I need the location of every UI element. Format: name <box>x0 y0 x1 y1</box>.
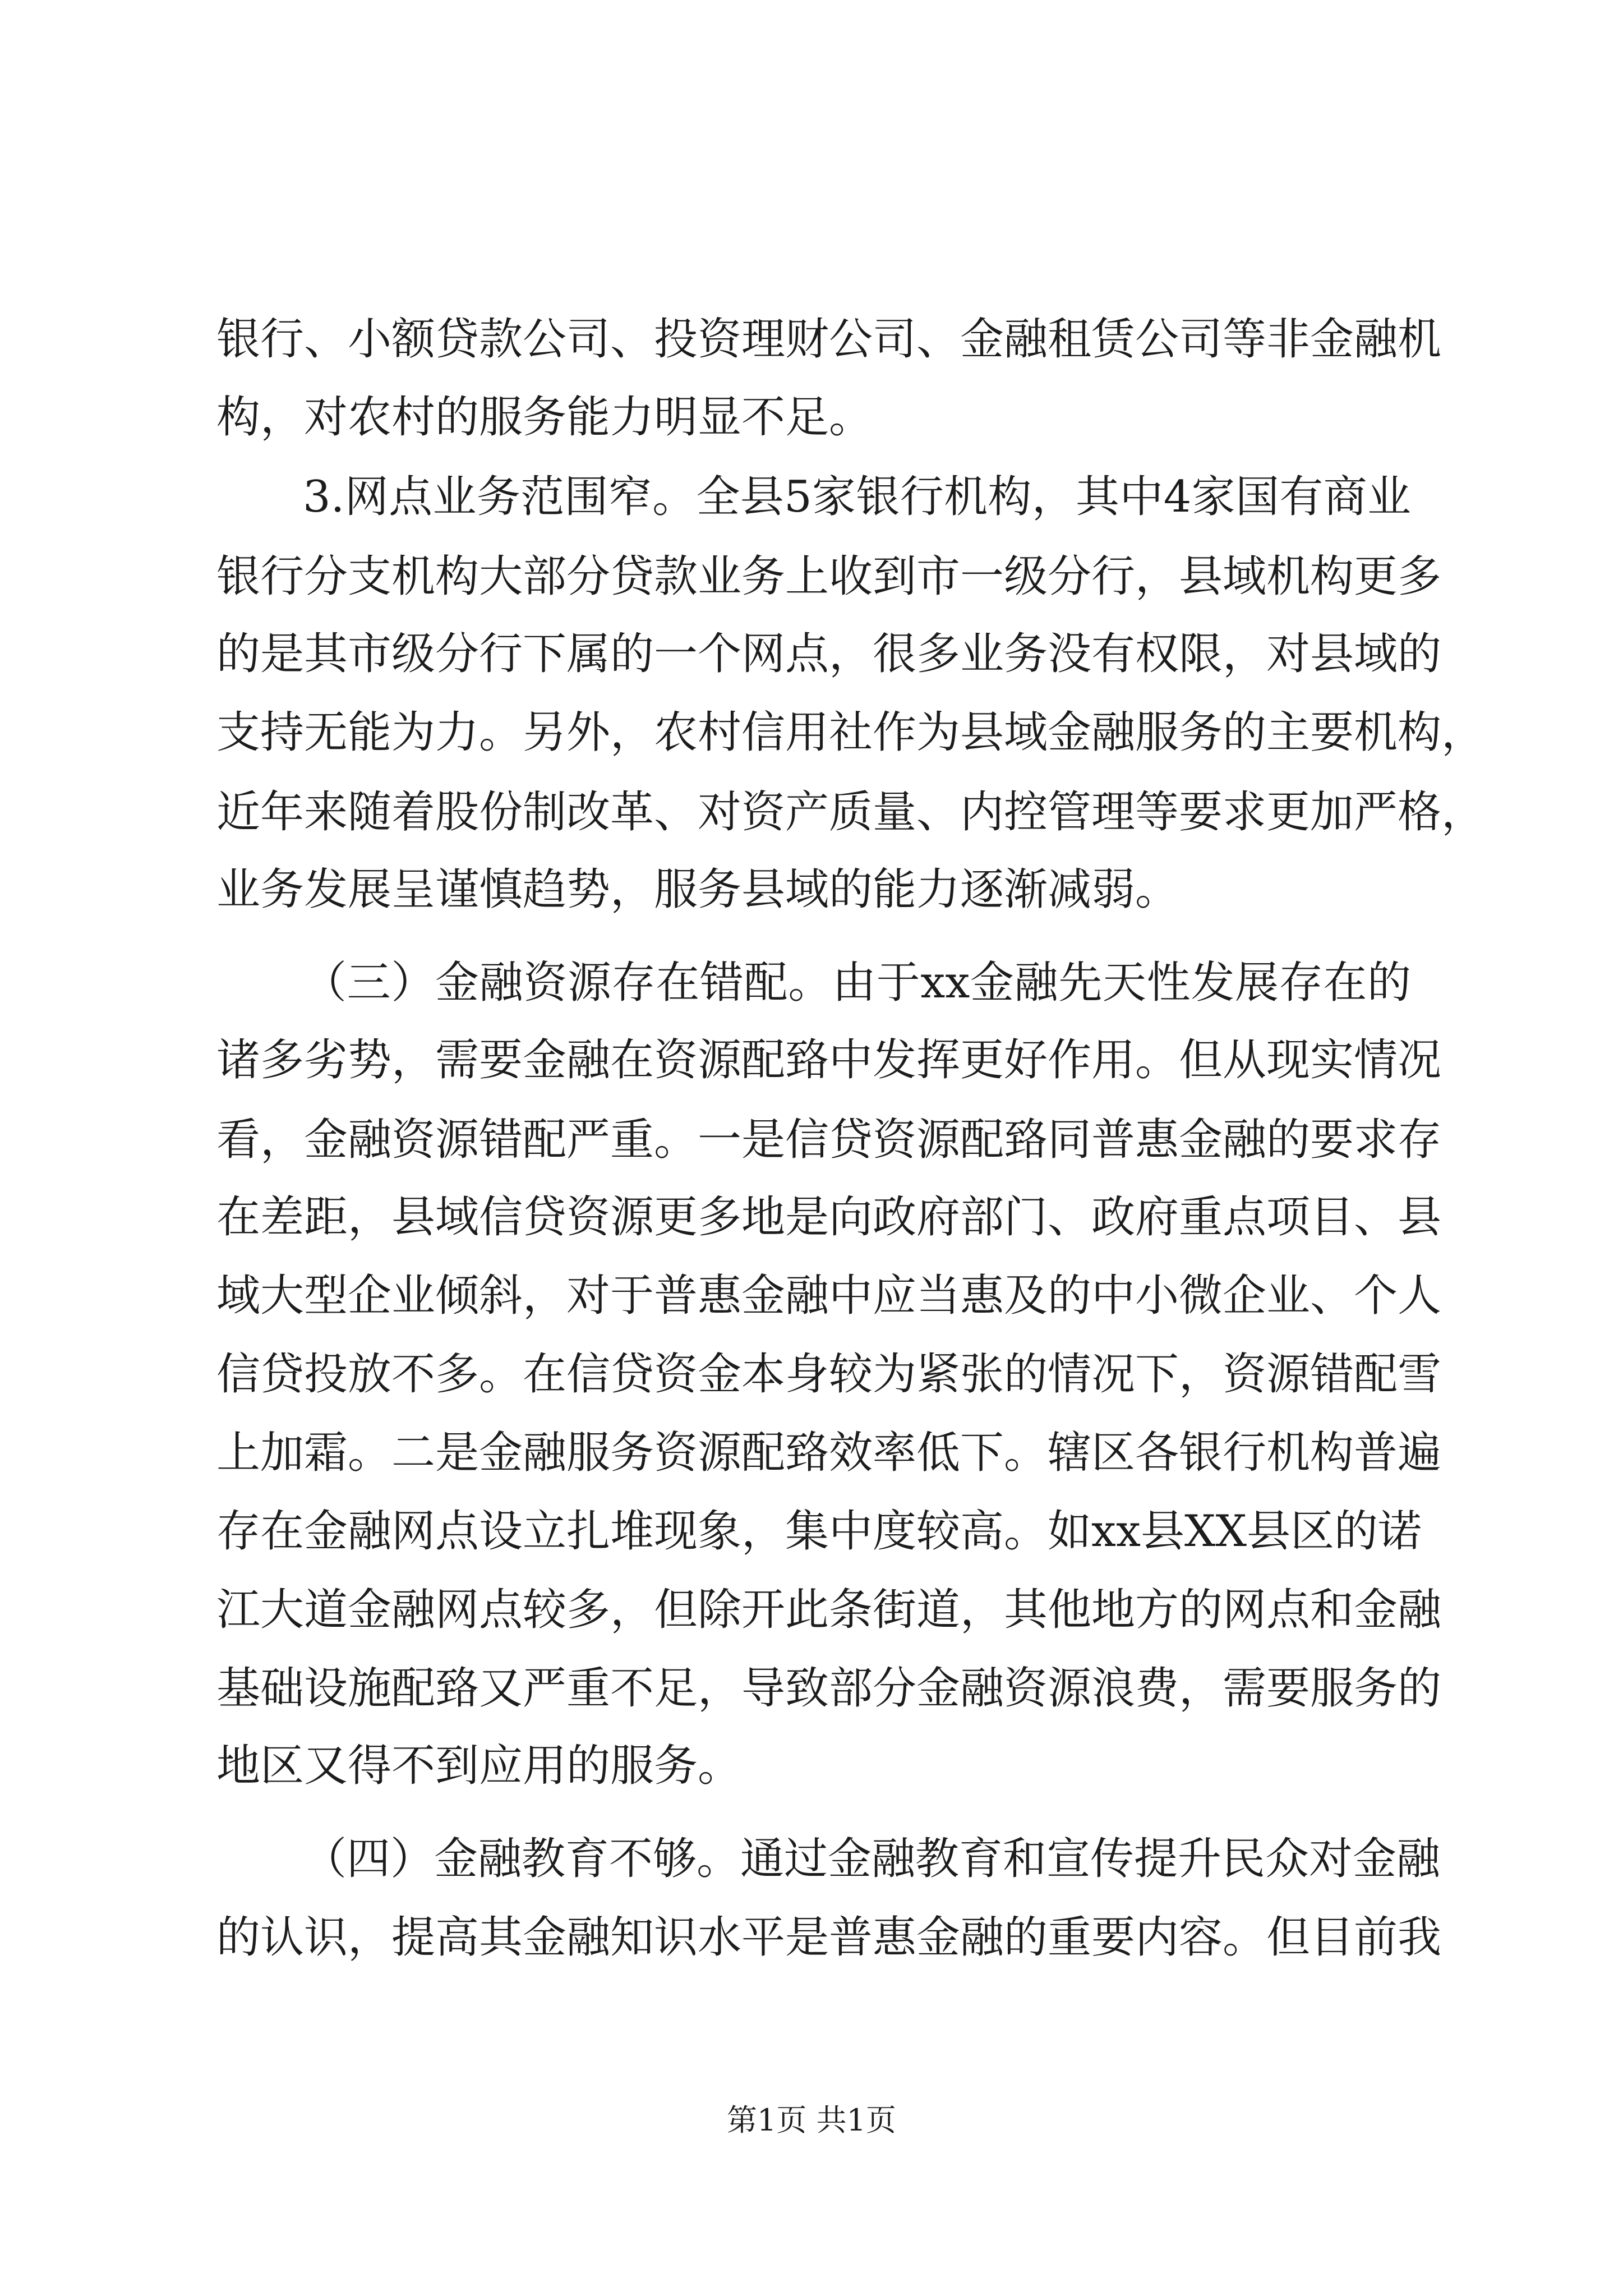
text-line: （三）金融资源存在错配。由于xx金融先天性发展存在的 <box>303 958 1411 1008</box>
text-line: 3.网点业务范围窄。全县5家银行机构，其中4家国有商业 <box>303 472 1411 522</box>
text-line: 信贷投放不多。在信贷资金本身较为紧张的情况下，资源错配雪 <box>216 1349 1442 1400</box>
text-line: 银行分支机构大部分贷款业务上收到市一级分行，县域机构更多 <box>216 551 1442 602</box>
text-line: （四）金融教育不够。通过金融教育和宣传提升民众对金融 <box>303 1834 1441 1884</box>
text-line: 诸多劣势，需要金融在资源配臵中发挥更好作用。但从现实情况 <box>216 1035 1442 1085</box>
text-line: 的是其市级分行下属的一个网点，很多业务没有权限，对县域的 <box>216 629 1442 679</box>
page-footer: 第1页 共1页 <box>727 2102 896 2138</box>
text-line: 看，金融资源错配严重。一是信贷资源配臵同普惠金融的要求存 <box>216 1115 1442 1165</box>
text-line: 的认识，提高其金融知识水平是普惠金融的重要内容。但目前我 <box>216 1912 1442 1963</box>
text-line: 江大道金融网点较多，但除开此条街道，其他地方的网点和金融 <box>216 1585 1442 1635</box>
text-line: 存在金融网点设立扎堆现象，集中度较高。如xx县XX县区的诺 <box>216 1506 1422 1557</box>
text-line: 域大型企业倾斜，对于普惠金融中应当惠及的中小微企业、个人 <box>216 1271 1442 1321</box>
text-line: 银行、小额贷款公司、投资理财公司、金融租赁公司等非金融机 <box>216 314 1442 365</box>
text-line: 近年来随着股份制改革、对资产质量、内控管理等要求更加严格， <box>216 787 1486 838</box>
text-line: 构，对农村的服务能力明显不足。 <box>216 392 873 443</box>
text-line: 基础设施配臵又严重不足，导致部分金融资源浪费，需要服务的 <box>216 1663 1442 1714</box>
text-line: 支持无能为力。另外，农村信用社作为县域金融服务的主要机构， <box>216 707 1486 758</box>
text-line: 上加霜。二是金融服务资源配臵效率低下。辖区各银行机构普遍 <box>216 1428 1442 1478</box>
text-line: 地区又得不到应用的服务。 <box>216 1741 742 1791</box>
text-line: 在差距，县域信贷资源更多地是向政府部门、政府重点项目、县 <box>216 1192 1442 1243</box>
text-line: 业务发展呈谨慎趋势，服务县域的能力逐渐减弱。 <box>216 864 1179 915</box>
